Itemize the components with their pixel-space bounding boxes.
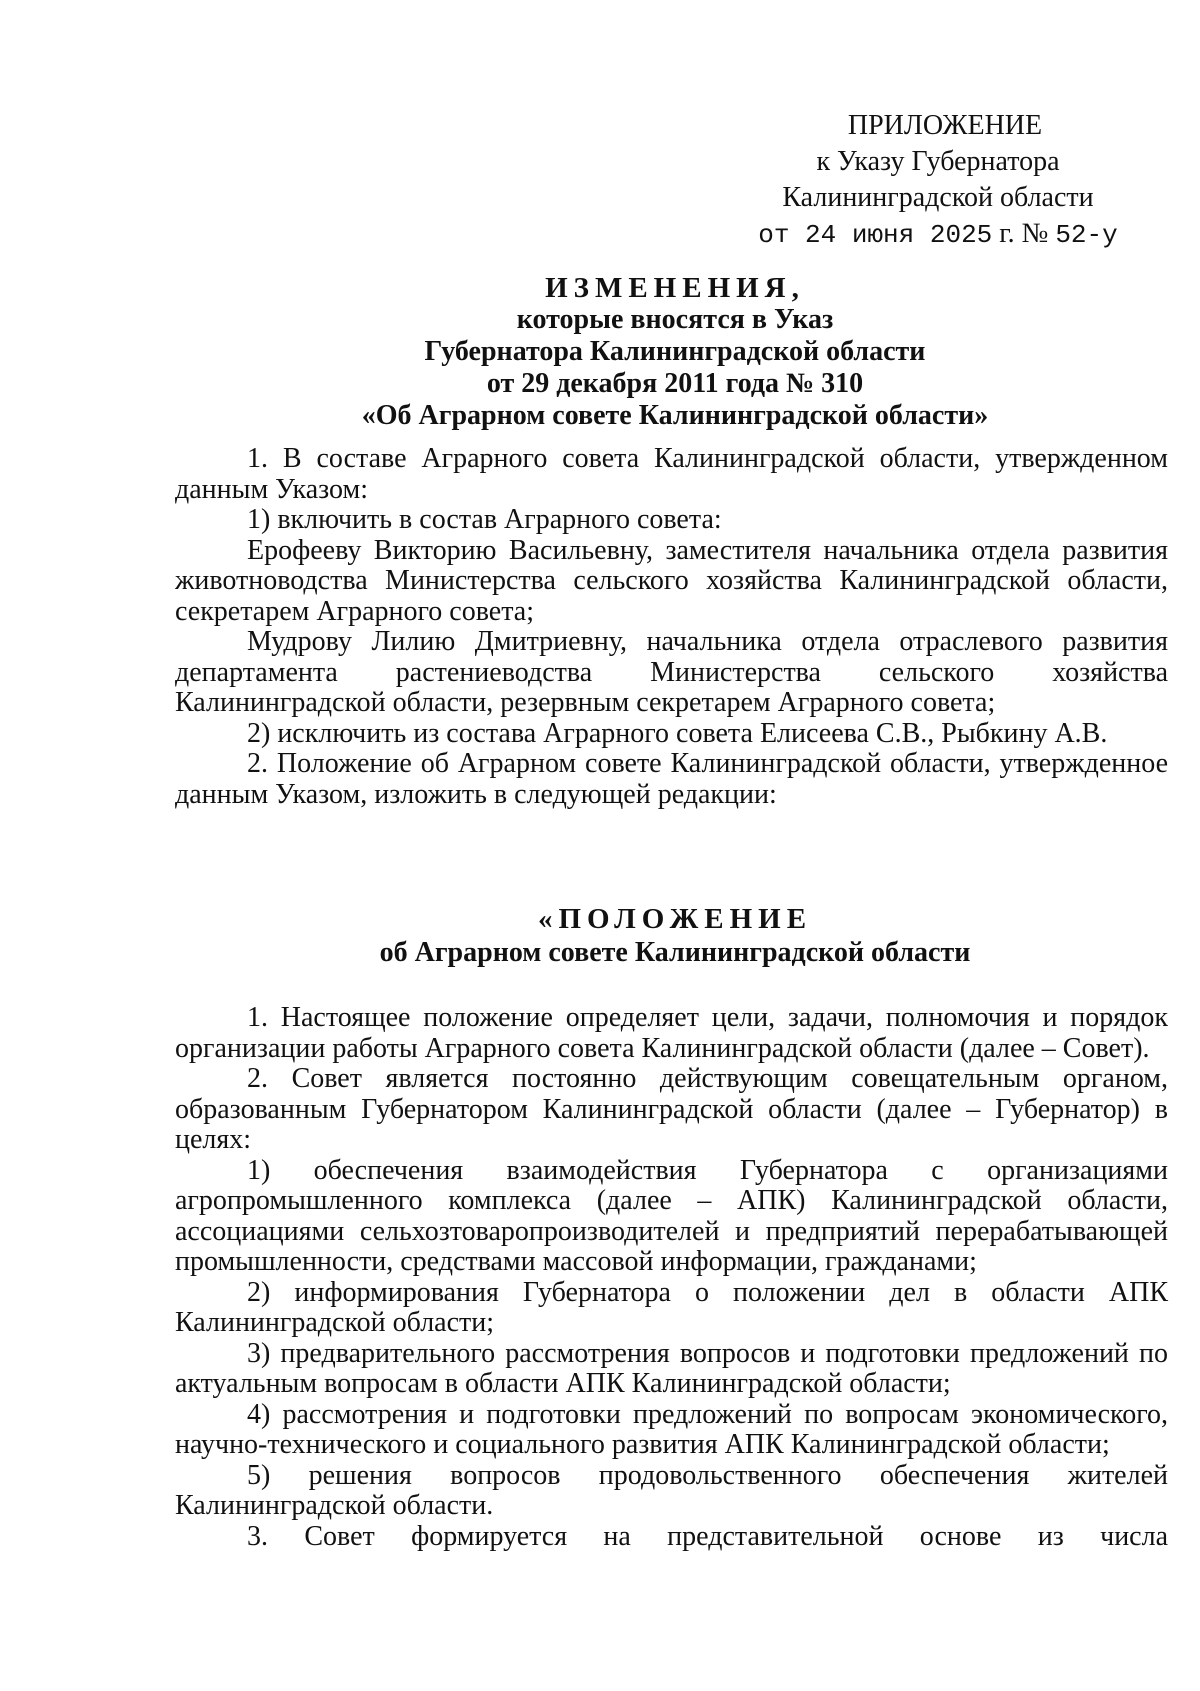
change-paragraph: 2) исключить из состава Аграрного совета Елисеева С.В., Рыбкину А.В. (247, 717, 1108, 749)
appendix-header (728, 108, 1148, 253)
appendix-decree-ref: к Указу Губернатора (816, 146, 1060, 177)
regulation-paragraph: 2) информирования Губернатора о положении дел в области АПК Калининградской области; (175, 1276, 1168, 1338)
regulation-paragraph: 5) решения вопросов продовольственного обеспечения жителей Калининградской области. (175, 1459, 1168, 1521)
regulation-subheading: об Аграрном совете Калининградской области (379, 937, 971, 968)
changes-section (175, 444, 1168, 810)
change-paragraph: Ерофееву Викторию Васильевну, заместителя начальника отдела развития животноводства Министерства сельского хозяйства Калининградской области, секретарем Аграрного совета; (175, 534, 1168, 627)
appendix-region: Калининградской области (782, 182, 1094, 213)
date-value: 24 июня 2025 (805, 220, 993, 250)
change-paragraph: 2. Положение об Аграрном совете Калининградской области, утвержденное данным Указом, изложить в следующей редакции: (175, 748, 1168, 810)
title-heading: ИЗМЕНЕНИЯ, (545, 272, 805, 304)
regulation-paragraph: 3) предварительного рассмотрения вопросов и подготовки предложений по актуальным вопросам в области АПК Калининградской области; (175, 1337, 1168, 1399)
regulation-paragraph: 2. Совет является постоянно действующим совещательным органом, образованным Губернатором Калининградской области (далее – Губернатор) в целях: (175, 1063, 1168, 1155)
appendix-date-line (728, 216, 1148, 253)
regulation-body (175, 1003, 1168, 1552)
document-title (175, 272, 1175, 432)
title-line-3: от 29 декабря 2011 года № 310 (486, 368, 864, 399)
title-line-1: которые вносятся в Указ (516, 304, 834, 335)
regulation-heading: «ПОЛОЖЕНИЕ (537, 903, 813, 935)
appendix-label: ПРИЛОЖЕНИЕ (847, 110, 1043, 141)
change-paragraph: Мудрову Лилию Дмитриевну, начальника отдела отраслевого развития департамента растениеводства Министерства сельского хозяйства Калининградской области, резервным секретарем Аграрного совета; (175, 626, 1168, 718)
regulation-paragraph: 1) обеспечения взаимодействия Губернатора с организациями агропромышленного комплекса (далее – АПК) Калининградской области, ассоциациями сельхозтоваропроизводителей и предприятий перерабатывающей промышленности, средствами массовой информации, гражданами; (175, 1154, 1168, 1277)
date-prefix: от (758, 220, 806, 250)
regulation-title (175, 902, 1175, 970)
change-paragraph: 1) включить в состав Аграрного совета: (247, 504, 722, 535)
change-paragraph: 1. В составе Аграрного совета Калининградской области, утвержденном данным Указом: (175, 443, 1168, 505)
title-line-2: Губернатора Калининградской области (424, 336, 926, 367)
date-mid: г. № (992, 218, 1056, 249)
title-line-4: «Об Аграрном совете Калининградской области» (361, 400, 989, 431)
regulation-paragraph: 1. Настоящее положение определяет цели, задачи, полномочия и порядок организации работы Аграрного совета Калининградской области (далее – Совет). (175, 1002, 1168, 1064)
regulation-paragraph: 3. Совет формируется на представительной основе из числа (247, 1520, 1168, 1552)
decree-number: 52-у (1055, 220, 1118, 250)
regulation-paragraph: 4) рассмотрения и подготовки предложений по вопросам экономического, научно-технического и социального развития АПК Калининградской области; (175, 1398, 1168, 1460)
